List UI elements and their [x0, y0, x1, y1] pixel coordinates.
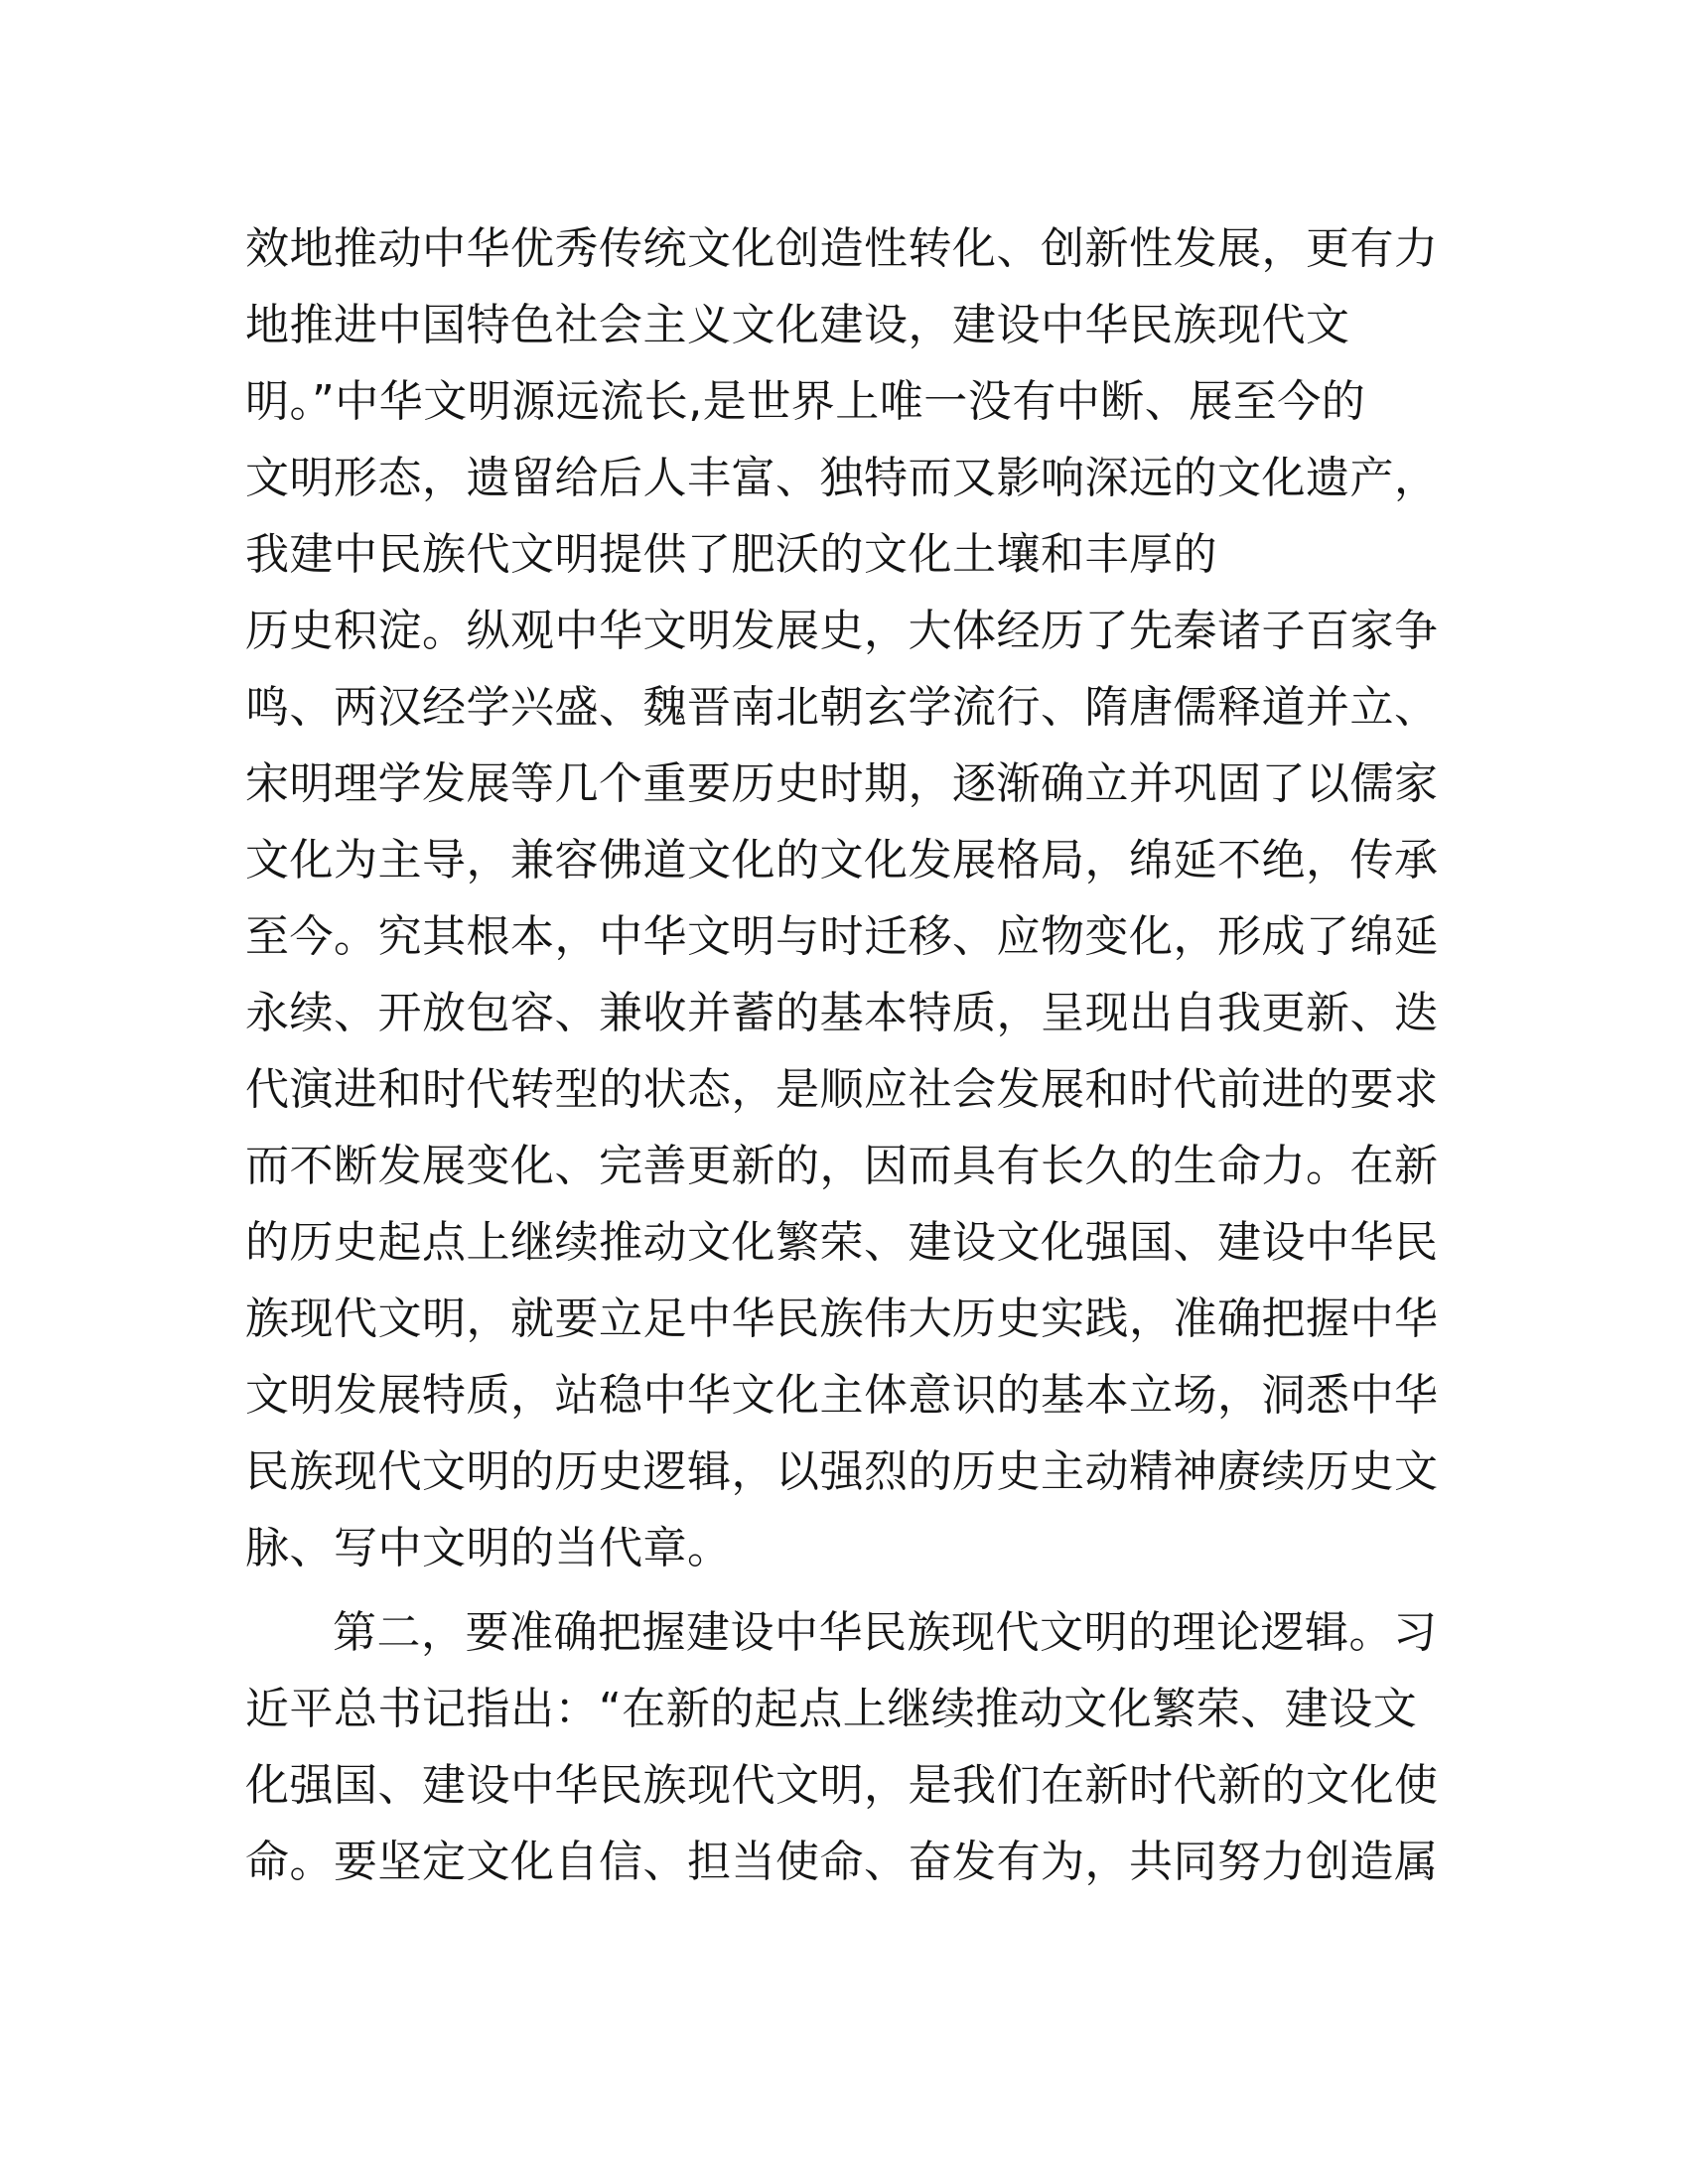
text-line: 代演进和时代转型的状态，是顺应社会发展和时代前进的要求 — [245, 1064, 1439, 1115]
text-line: 地推进中国特色社会主义文化建设，建设中华民族现代文 — [245, 300, 1350, 350]
text-line: 而不断发展变化、完善更新的，因而具有长久的生命力。在新 — [245, 1141, 1439, 1191]
text-line: 第二，要准确把握建设中华民族现代文明的理论逻辑。习 — [333, 1607, 1438, 1658]
text-line: 命。要坚定文化自信、担当使命、奋发有为，共同努力创造属 — [245, 1837, 1439, 1887]
paragraph-gap — [245, 1586, 1457, 1594]
text-line: 族现代文明，就要立足中华民族伟大历史实践，准确把握中华 — [245, 1294, 1439, 1344]
text-line: 至今。究其根本，中华文明与时迁移、应物变化，形成了绵延 — [245, 911, 1439, 962]
text-line: 文明发展特质，站稳中华文化主体意识的基本立场，洞悉中华 — [245, 1370, 1439, 1421]
body-text — [245, 210, 1457, 1900]
text-line: 宋明理学发展等几个重要历史时期，逐渐确立并巩固了以儒家 — [245, 758, 1439, 809]
text-line: 民族现代文明的历史逻辑，以强烈的历史主动精神赓续历史文 — [245, 1446, 1439, 1497]
text-line: 化强国、建设中华民族现代文明，是我们在新时代新的文化使 — [245, 1760, 1439, 1811]
text-line: 永续、开放包容、兼收并蓄的基本特质，呈现出自我更新、迭 — [245, 988, 1439, 1038]
text-line: 文明形态，遗留给后人丰富、独特而又影响深远的文化遗产， — [245, 453, 1439, 503]
text-line: 的历史起点上继续推动文化繁荣、建设文化强国、建设中华民 — [245, 1217, 1439, 1268]
text-line: 我建中民族代文明提供了肥沃的文化土壤和丰厚的 — [245, 529, 1217, 580]
text-line: 历史积淀。纵观中华文明发展史，大体经历了先秦诸子百家争 — [245, 606, 1439, 656]
text-line: 明。”中华文明源远流长,是世界上唯一没有中断、展至今的 — [245, 376, 1366, 427]
text-line: 鸣、两汉经学兴盛、魏晋南北朝玄学流行、隋唐儒释道并立、 — [245, 682, 1439, 733]
text-line: 脉、写中文明的当代章。 — [245, 1523, 732, 1573]
text-line: 效地推动中华优秀传统文化创造性转化、创新性发展，更有力 — [245, 223, 1439, 274]
text-line: 文化为主导，兼容佛道文化的文化发展格局，绵延不绝，传承 — [245, 835, 1439, 886]
text-line: 近平总书记指出：“在新的起点上继续推动文化繁荣、建设文 — [245, 1684, 1418, 1734]
